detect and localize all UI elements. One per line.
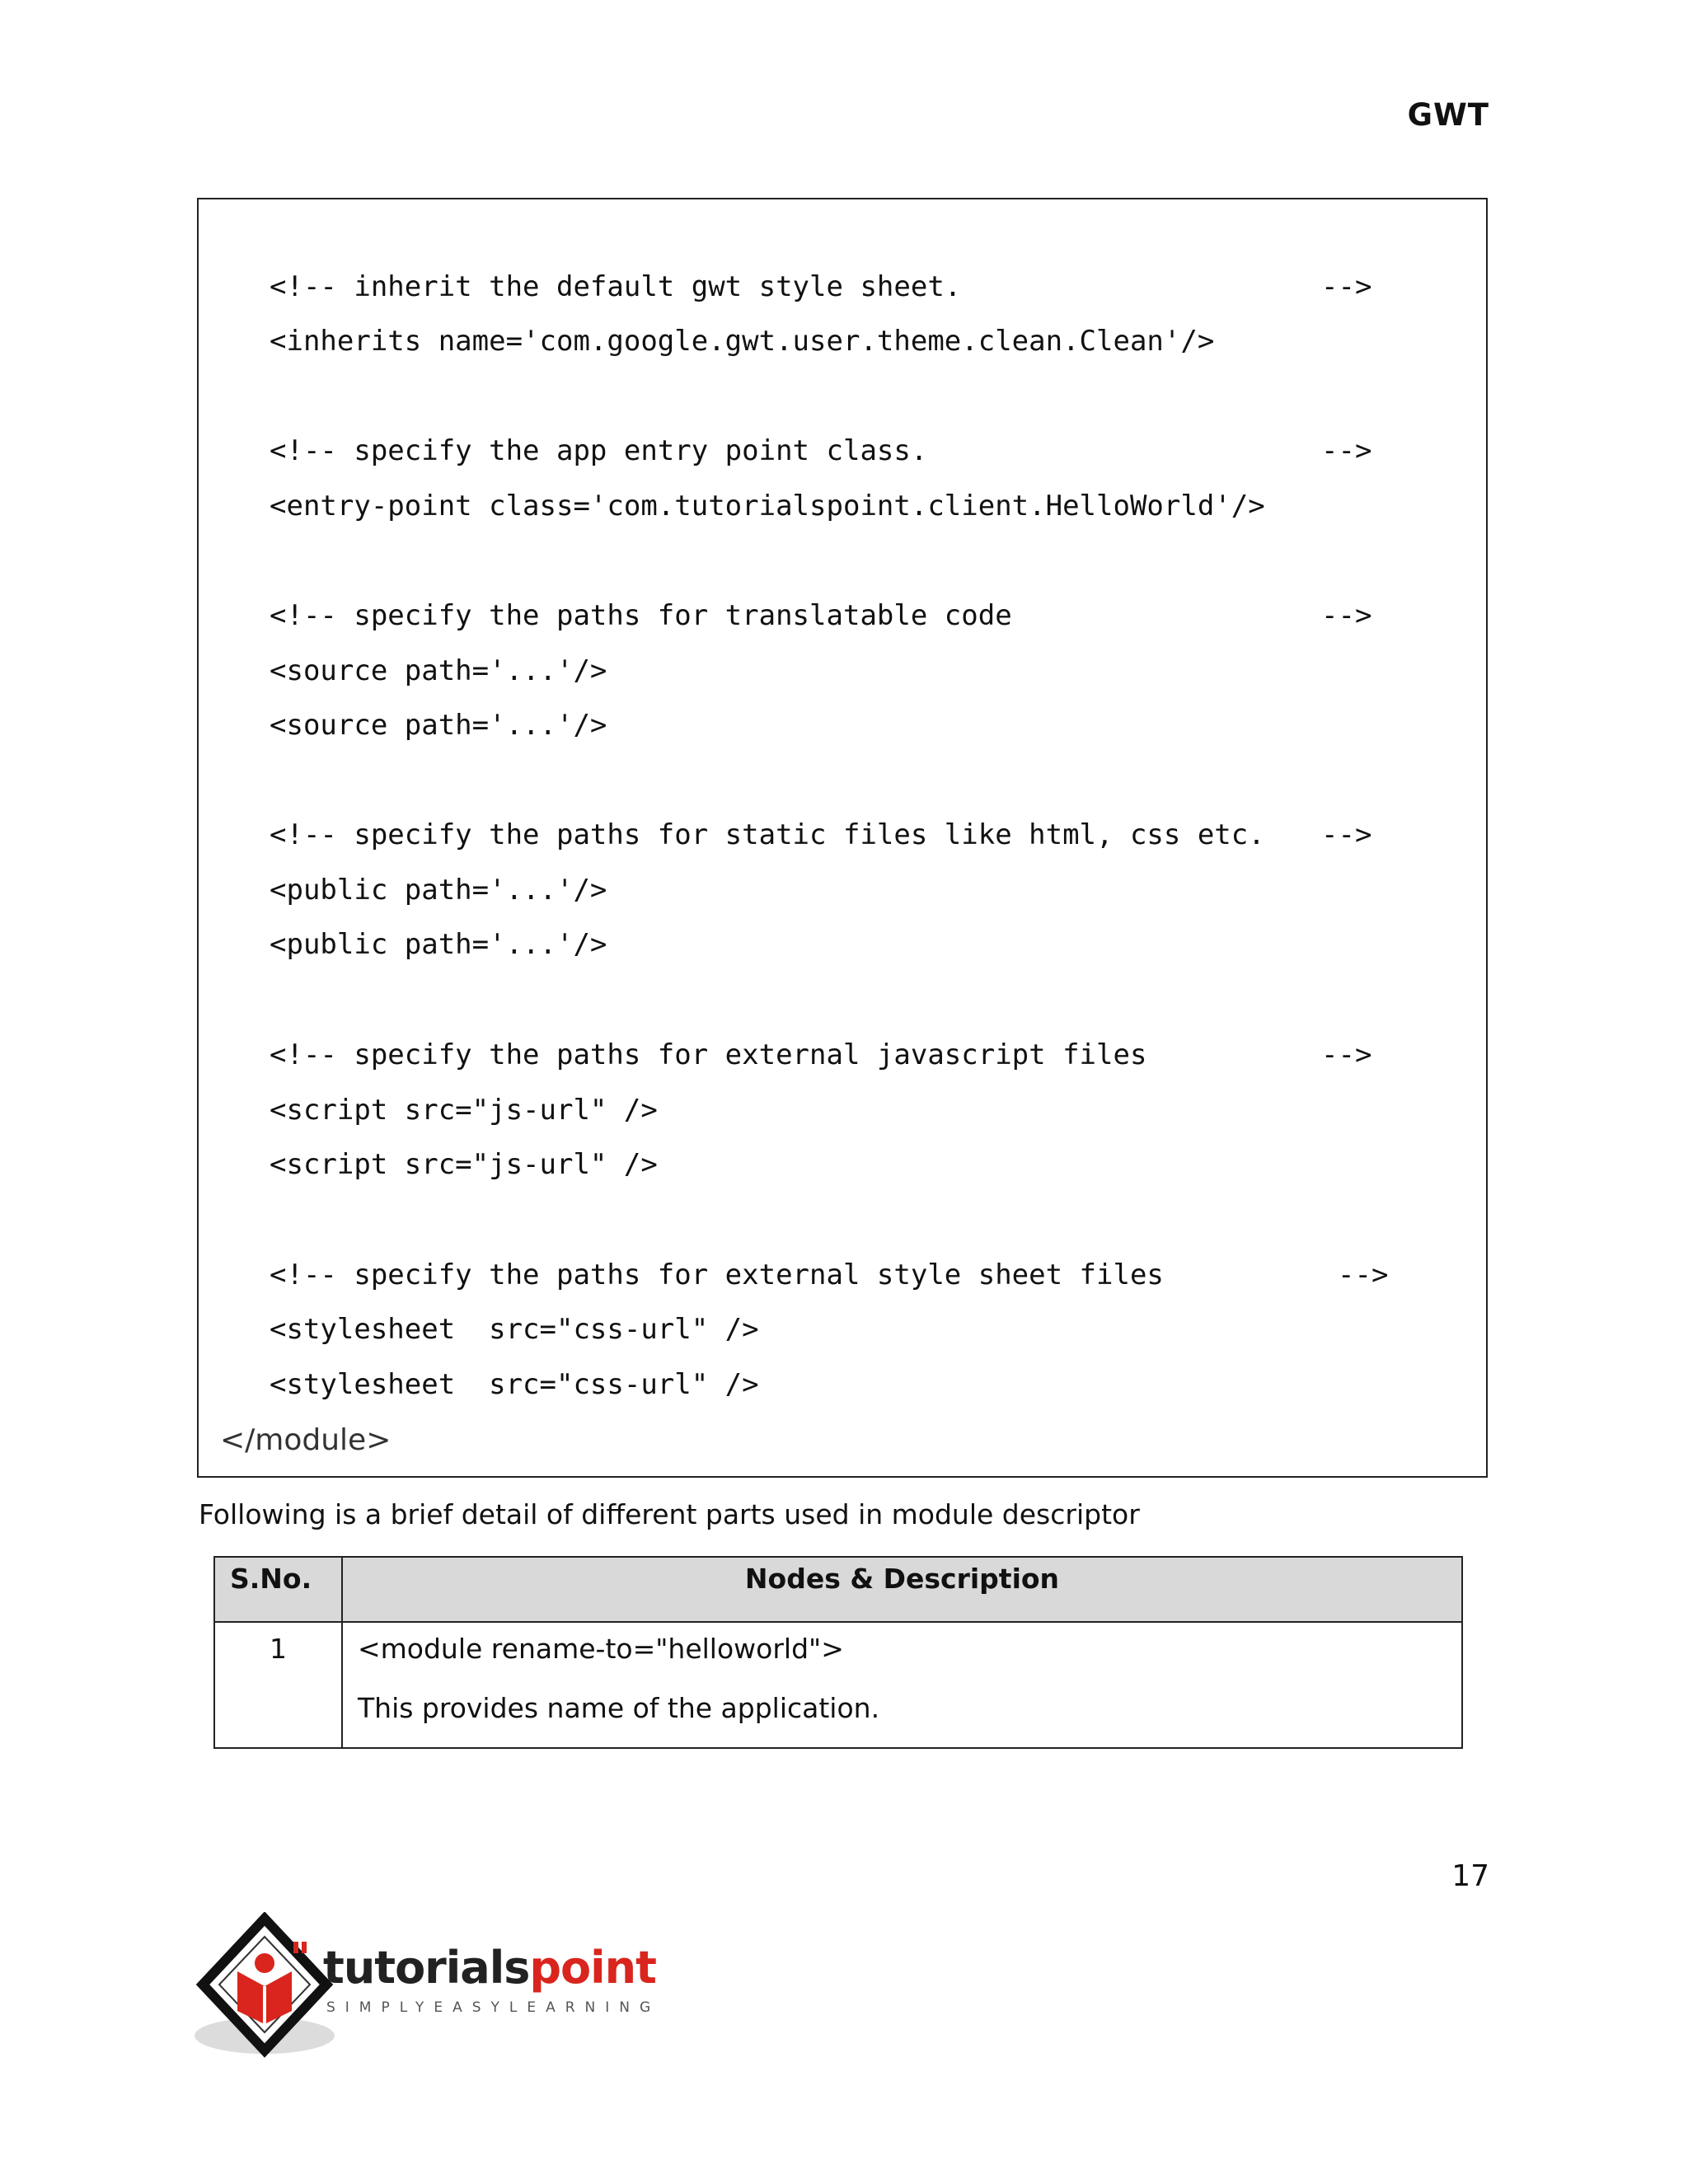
comment-close: -->: [1321, 818, 1372, 851]
code-line: <!-- inherit the default gwt style sheet.: [270, 270, 962, 303]
code-line: <source path='...'/>: [270, 709, 607, 742]
code-line: <!-- specify the paths for external style sheet files: [270, 1258, 1164, 1291]
logo-wordmark: [323, 1942, 656, 1994]
table-header-row: [214, 1557, 1462, 1622]
module-closing-tag: </module>: [220, 1423, 392, 1457]
nodes-table: [213, 1556, 1463, 1749]
code-line: <!-- specify the app entry point class.: [270, 434, 928, 467]
intro-text: Following is a brief detail of different parts used in module descriptor: [199, 1498, 1140, 1530]
column-header-sno: S.No.: [214, 1557, 342, 1622]
node-code: <module rename-to="helloworld">: [358, 1633, 844, 1665]
code-line: <public path='...'/>: [270, 928, 607, 961]
logo-name-dark: tutorials: [323, 1942, 530, 1994]
code-line: <stylesheet src="css-url" />: [270, 1313, 759, 1346]
comment-close: -->: [1321, 1038, 1372, 1071]
header-title: GWT: [1407, 97, 1489, 133]
logo-tagline: SIMPLYEASYLEARNING: [326, 1999, 661, 2016]
logo-name-red: point: [529, 1942, 656, 1994]
table-row: [214, 1622, 1462, 1748]
code-line: <!-- specify the paths for external javascript files: [270, 1038, 1147, 1071]
comment-close: -->: [1321, 599, 1372, 632]
node-description: This provides name of the application.: [358, 1692, 880, 1724]
page-number: 17: [1451, 1859, 1489, 1893]
code-line: <entry-point class='com.tutorialspoint.client.HelloWorld'/>: [270, 490, 1265, 523]
comment-close: -->: [1321, 434, 1372, 467]
column-header-nodes: Nodes & Description: [342, 1557, 1462, 1622]
code-line: <!-- specify the paths for static files like html, css etc.: [270, 818, 1265, 851]
node-cell: [342, 1622, 1462, 1748]
code-line: <!-- specify the paths for translatable code: [270, 599, 1012, 632]
code-line: <source path='...'/>: [270, 654, 607, 687]
code-line: <inherits name='com.google.gwt.user.theme.clean.Clean'/>: [270, 325, 1215, 358]
tutorialspoint-logo: [195, 1912, 661, 2069]
code-line: <public path='...'/>: [270, 874, 607, 907]
code-line: <script src="js-url" />: [270, 1094, 658, 1127]
comment-close: -->: [1321, 270, 1372, 303]
row-number: 1: [214, 1622, 342, 1748]
comment-close: -->: [1338, 1258, 1389, 1291]
code-line: <script src="js-url" />: [270, 1148, 658, 1181]
logo-book-icon: [195, 1912, 335, 2060]
code-line: <stylesheet src="css-url" />: [270, 1368, 759, 1401]
